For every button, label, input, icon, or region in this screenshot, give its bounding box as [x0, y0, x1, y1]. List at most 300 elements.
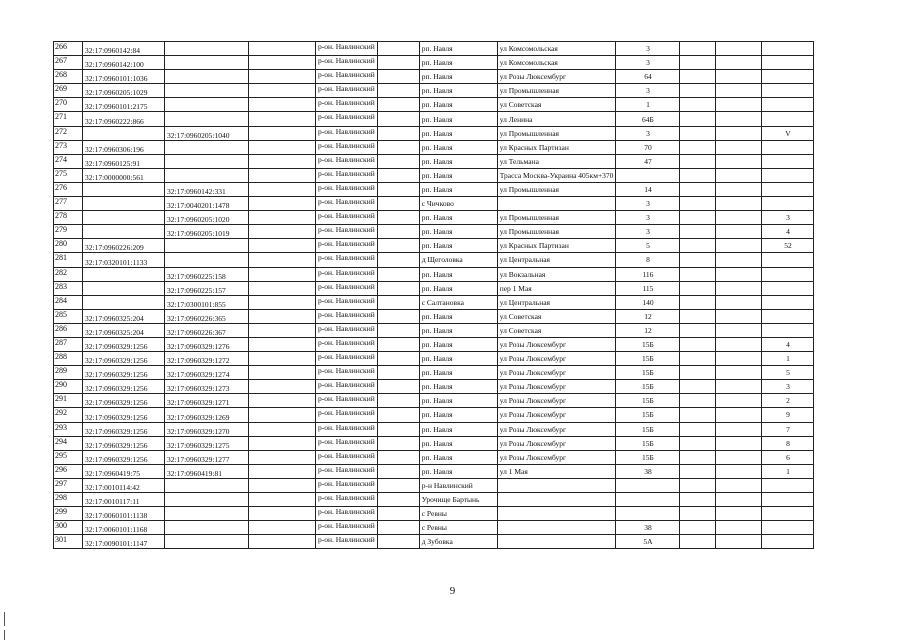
empty-cell — [377, 56, 419, 70]
empty-cell — [249, 408, 316, 422]
district-cell: р-он. Навлинский — [316, 422, 378, 436]
table-row — [54, 98, 814, 112]
cadastral-number: 32:17:0960325:204 — [83, 309, 165, 323]
empty-cell — [249, 197, 316, 211]
table-row — [54, 521, 814, 535]
apartment-number: 1 — [762, 464, 814, 478]
parent-cadastral-number: 32:17:0960205:1019 — [165, 225, 249, 239]
apartment-number — [762, 112, 814, 126]
empty-cell — [716, 323, 762, 337]
locality-cell: Урочище Бартынь — [419, 493, 497, 507]
empty-cell — [716, 478, 762, 492]
row-number: 269 — [54, 84, 83, 98]
locality-cell: рп. Навля — [419, 366, 497, 380]
empty-cell — [680, 436, 716, 450]
empty-cell — [377, 98, 419, 112]
parent-cadastral-number: 32:17:0960225:158 — [165, 267, 249, 281]
street-cell: Трасса Москва-Украина 405км+370 — [497, 168, 616, 182]
street-cell: ул Советская — [497, 323, 616, 337]
empty-cell — [716, 295, 762, 309]
row-number: 279 — [54, 225, 83, 239]
empty-cell — [377, 352, 419, 366]
street-cell: ул Тельмана — [497, 154, 616, 168]
house-number: 15Б — [616, 408, 680, 422]
empty-cell — [249, 535, 316, 549]
empty-cell — [680, 380, 716, 394]
row-number: 285 — [54, 309, 83, 323]
district-cell: р-он. Навлинский — [316, 70, 378, 84]
house-number: 116 — [616, 267, 680, 281]
district-cell: р-он. Навлинский — [316, 154, 378, 168]
street-cell: ул Центральная — [497, 295, 616, 309]
empty-cell — [377, 493, 419, 507]
house-number — [616, 493, 680, 507]
table-row — [54, 380, 814, 394]
empty-cell — [716, 366, 762, 380]
parent-cadastral-number — [165, 70, 249, 84]
house-number: 15Б — [616, 422, 680, 436]
empty-cell — [716, 140, 762, 154]
empty-cell — [680, 295, 716, 309]
row-number: 296 — [54, 464, 83, 478]
street-cell: ул Розы Люксембург — [497, 436, 616, 450]
house-number: 12 — [616, 309, 680, 323]
table-row — [54, 493, 814, 507]
cadastral-number: 32:17:0090101:1147 — [83, 535, 165, 549]
table-row — [54, 154, 814, 168]
table-row — [54, 323, 814, 337]
apartment-number — [762, 478, 814, 492]
cadastral-number: 32:17:0010117:11 — [83, 493, 165, 507]
empty-cell — [377, 295, 419, 309]
cadastral-number — [83, 267, 165, 281]
empty-cell — [716, 253, 762, 267]
house-number: 15Б — [616, 380, 680, 394]
district-cell: р-он. Навлинский — [316, 436, 378, 450]
empty-cell — [249, 493, 316, 507]
house-number: 47 — [616, 154, 680, 168]
apartment-number — [762, 507, 814, 521]
parent-cadastral-number — [165, 521, 249, 535]
cadastral-number: 32:17:0960329:1256 — [83, 436, 165, 450]
street-cell: ул Розы Люксембург — [497, 352, 616, 366]
parent-cadastral-number: 32:17:0960419:81 — [165, 464, 249, 478]
locality-cell: рп. Навля — [419, 239, 497, 253]
parent-cadastral-number: 32:17:0960329:1270 — [165, 422, 249, 436]
table-row — [54, 126, 814, 140]
row-number: 273 — [54, 140, 83, 154]
empty-cell — [716, 422, 762, 436]
house-number: 3 — [616, 56, 680, 70]
empty-cell — [377, 126, 419, 140]
street-cell: ул Вокзальная — [497, 267, 616, 281]
empty-cell — [249, 337, 316, 351]
scan-edge-mark — [4, 612, 5, 626]
apartment-number — [762, 154, 814, 168]
empty-cell — [680, 281, 716, 295]
parent-cadastral-number: 32:17:0960329:1277 — [165, 450, 249, 464]
street-cell: ул Розы Люксембург — [497, 408, 616, 422]
cadastral-number: 32:17:0960222:866 — [83, 112, 165, 126]
empty-cell — [249, 366, 316, 380]
house-number: 3 — [616, 211, 680, 225]
parent-cadastral-number: 32:17:0040201:1478 — [165, 197, 249, 211]
cadastral-number — [83, 225, 165, 239]
table-row — [54, 70, 814, 84]
table-row — [54, 281, 814, 295]
street-cell: ул Розы Люксембург — [497, 394, 616, 408]
empty-cell — [377, 408, 419, 422]
row-number: 298 — [54, 493, 83, 507]
street-cell: ул Комсомольская — [497, 42, 616, 56]
empty-cell — [680, 408, 716, 422]
empty-cell — [680, 154, 716, 168]
empty-cell — [377, 323, 419, 337]
empty-cell — [249, 84, 316, 98]
street-cell: ул Промышленная — [497, 84, 616, 98]
district-cell: р-он. Навлинский — [316, 267, 378, 281]
table-row — [54, 267, 814, 281]
district-cell: р-он. Навлинский — [316, 366, 378, 380]
empty-cell — [249, 140, 316, 154]
empty-cell — [249, 182, 316, 196]
parent-cadastral-number — [165, 253, 249, 267]
table-row — [54, 225, 814, 239]
row-number: 282 — [54, 267, 83, 281]
row-number: 300 — [54, 521, 83, 535]
parent-cadastral-number: 32:17:0960329:1269 — [165, 408, 249, 422]
row-number: 291 — [54, 394, 83, 408]
cadastral-number — [83, 295, 165, 309]
row-number: 295 — [54, 450, 83, 464]
locality-cell: д Щеголовка — [419, 253, 497, 267]
district-cell: р-он. Навлинский — [316, 140, 378, 154]
cadastral-number: 32:17:0960325:204 — [83, 323, 165, 337]
apartment-number — [762, 56, 814, 70]
row-number: 277 — [54, 197, 83, 211]
district-cell: р-он. Навлинский — [316, 112, 378, 126]
district-cell: р-он. Навлинский — [316, 309, 378, 323]
parent-cadastral-number: 32:17:0960225:157 — [165, 281, 249, 295]
empty-cell — [377, 337, 419, 351]
locality-cell: р-н Навлинский — [419, 478, 497, 492]
locality-cell: рп. Навля — [419, 70, 497, 84]
empty-cell — [377, 464, 419, 478]
empty-cell — [377, 182, 419, 196]
locality-cell: рп. Навля — [419, 42, 497, 56]
district-cell: р-он. Навлинский — [316, 295, 378, 309]
table-row — [54, 140, 814, 154]
cadastral-number — [83, 211, 165, 225]
cadastral-number — [83, 197, 165, 211]
parent-cadastral-number: 32:17:0960226:367 — [165, 323, 249, 337]
locality-cell: рп. Навля — [419, 267, 497, 281]
row-number: 287 — [54, 337, 83, 351]
table-row — [54, 197, 814, 211]
row-number: 294 — [54, 436, 83, 450]
table-row — [54, 436, 814, 450]
empty-cell — [716, 70, 762, 84]
empty-cell — [716, 56, 762, 70]
empty-cell — [716, 380, 762, 394]
house-number: 15Б — [616, 366, 680, 380]
apartment-number: V — [762, 126, 814, 140]
empty-cell — [680, 42, 716, 56]
parent-cadastral-number — [165, 168, 249, 182]
house-number: 15Б — [616, 394, 680, 408]
empty-cell — [716, 436, 762, 450]
empty-cell — [249, 168, 316, 182]
empty-cell — [680, 394, 716, 408]
empty-cell — [377, 42, 419, 56]
empty-cell — [249, 70, 316, 84]
apartment-number — [762, 140, 814, 154]
house-number: 15Б — [616, 337, 680, 351]
empty-cell — [680, 478, 716, 492]
apartment-number: 8 — [762, 436, 814, 450]
apartment-number: 4 — [762, 225, 814, 239]
table-row — [54, 366, 814, 380]
cadastral-number: 32:17:0960329:1256 — [83, 422, 165, 436]
cadastral-number: 32:17:0960101:2175 — [83, 98, 165, 112]
empty-cell — [680, 535, 716, 549]
apartment-number — [762, 521, 814, 535]
empty-cell — [716, 464, 762, 478]
table-row — [54, 450, 814, 464]
street-cell: ул Советская — [497, 309, 616, 323]
street-cell: ул Розы Люксембург — [497, 70, 616, 84]
locality-cell: с Ревны — [419, 507, 497, 521]
street-cell: ул Промышленная — [497, 126, 616, 140]
apartment-number — [762, 197, 814, 211]
empty-cell — [680, 70, 716, 84]
table-row — [54, 337, 814, 351]
empty-cell — [716, 394, 762, 408]
street-cell: ул Промышленная — [497, 211, 616, 225]
empty-cell — [377, 507, 419, 521]
empty-cell — [716, 197, 762, 211]
empty-cell — [716, 84, 762, 98]
empty-cell — [680, 112, 716, 126]
cadastral-number — [83, 281, 165, 295]
locality-cell: с Салтановка — [419, 295, 497, 309]
district-cell: р-он. Навлинский — [316, 323, 378, 337]
apartment-number — [762, 98, 814, 112]
empty-cell — [716, 535, 762, 549]
cadastral-number: 32:17:0060101:1138 — [83, 507, 165, 521]
empty-cell — [377, 140, 419, 154]
cadastral-number: 32:17:0000000:561 — [83, 168, 165, 182]
row-number: 283 — [54, 281, 83, 295]
table-row — [54, 507, 814, 521]
empty-cell — [680, 366, 716, 380]
house-number: 14 — [616, 182, 680, 196]
street-cell: ул Розы Люксембург — [497, 380, 616, 394]
apartment-number: 6 — [762, 450, 814, 464]
cadastral-number: 32:17:0960419:75 — [83, 464, 165, 478]
empty-cell — [249, 239, 316, 253]
apartment-number: 7 — [762, 422, 814, 436]
row-number: 289 — [54, 366, 83, 380]
locality-cell: рп. Навля — [419, 422, 497, 436]
empty-cell — [249, 225, 316, 239]
house-number: 38 — [616, 464, 680, 478]
district-cell: р-он. Навлинский — [316, 521, 378, 535]
apartment-number: 4 — [762, 337, 814, 351]
parent-cadastral-number: 32:17:0960329:1274 — [165, 366, 249, 380]
district-cell: р-он. Навлинский — [316, 281, 378, 295]
apartment-number — [762, 253, 814, 267]
locality-cell: рп. Навля — [419, 56, 497, 70]
street-cell: пер 1 Мая — [497, 281, 616, 295]
locality-cell: д Зубовка — [419, 535, 497, 549]
house-number: 70 — [616, 140, 680, 154]
house-number: 64 — [616, 70, 680, 84]
row-number: 292 — [54, 408, 83, 422]
cadastral-number: 32:17:0960226:209 — [83, 239, 165, 253]
apartment-number — [762, 493, 814, 507]
empty-cell — [716, 42, 762, 56]
street-cell: ул Советская — [497, 98, 616, 112]
empty-cell — [716, 182, 762, 196]
parent-cadastral-number: 32:17:0960226:365 — [165, 309, 249, 323]
house-number: 64Б — [616, 112, 680, 126]
empty-cell — [377, 478, 419, 492]
empty-cell — [377, 70, 419, 84]
table-row — [54, 295, 814, 309]
empty-cell — [249, 521, 316, 535]
district-cell: р-он. Навлинский — [316, 408, 378, 422]
empty-cell — [377, 267, 419, 281]
row-number: 272 — [54, 126, 83, 140]
district-cell: р-он. Навлинский — [316, 84, 378, 98]
empty-cell — [716, 450, 762, 464]
locality-cell: рп. Навля — [419, 323, 497, 337]
street-cell — [497, 197, 616, 211]
district-cell: р-он. Навлинский — [316, 211, 378, 225]
apartment-number: 52 — [762, 239, 814, 253]
empty-cell — [716, 154, 762, 168]
house-number: 15Б — [616, 450, 680, 464]
cadastral-number: 32:17:0960101:1036 — [83, 70, 165, 84]
street-cell: ул Розы Люксембург — [497, 422, 616, 436]
apartment-number: 9 — [762, 408, 814, 422]
district-cell: р-он. Навлинский — [316, 352, 378, 366]
empty-cell — [716, 225, 762, 239]
row-number: 293 — [54, 422, 83, 436]
apartment-number: 3 — [762, 211, 814, 225]
apartment-number: 5 — [762, 366, 814, 380]
house-number: 3 — [616, 126, 680, 140]
empty-cell — [249, 112, 316, 126]
locality-cell: рп. Навля — [419, 380, 497, 394]
row-number: 288 — [54, 352, 83, 366]
locality-cell: рп. Навля — [419, 281, 497, 295]
apartment-number — [762, 323, 814, 337]
empty-cell — [716, 239, 762, 253]
empty-cell — [716, 281, 762, 295]
apartment-number: 3 — [762, 380, 814, 394]
apartment-number — [762, 281, 814, 295]
house-number: 12 — [616, 323, 680, 337]
empty-cell — [377, 239, 419, 253]
parent-cadastral-number — [165, 98, 249, 112]
district-cell: р-он. Навлинский — [316, 239, 378, 253]
district-cell: р-он. Навлинский — [316, 197, 378, 211]
district-cell: р-он. Навлинский — [316, 535, 378, 549]
empty-cell — [249, 211, 316, 225]
street-cell: ул Комсомольская — [497, 56, 616, 70]
house-number: 3 — [616, 197, 680, 211]
parent-cadastral-number — [165, 507, 249, 521]
street-cell — [497, 535, 616, 549]
table-row — [54, 253, 814, 267]
cadastral-number: 32:17:0960329:1256 — [83, 366, 165, 380]
empty-cell — [716, 168, 762, 182]
table-row — [54, 56, 814, 70]
empty-cell — [377, 211, 419, 225]
district-cell: р-он. Навлинский — [316, 464, 378, 478]
empty-cell — [249, 436, 316, 450]
empty-cell — [716, 309, 762, 323]
cadastral-number: 32:17:0960125:91 — [83, 154, 165, 168]
table-row — [54, 112, 814, 126]
parent-cadastral-number — [165, 112, 249, 126]
empty-cell — [680, 98, 716, 112]
row-number: 275 — [54, 168, 83, 182]
table-row — [54, 352, 814, 366]
row-number: 268 — [54, 70, 83, 84]
empty-cell — [249, 154, 316, 168]
house-number: 140 — [616, 295, 680, 309]
empty-cell — [716, 521, 762, 535]
parent-cadastral-number — [165, 493, 249, 507]
empty-cell — [716, 211, 762, 225]
locality-cell: рп. Навля — [419, 84, 497, 98]
parent-cadastral-number — [165, 239, 249, 253]
parent-cadastral-number: 32:17:0960205:1040 — [165, 126, 249, 140]
empty-cell — [249, 422, 316, 436]
street-cell: ул Красных Партизан — [497, 140, 616, 154]
house-number: 5А — [616, 535, 680, 549]
cadastral-number: 32:17:0960329:1256 — [83, 337, 165, 351]
cadastral-number: 32:17:0960205:1029 — [83, 84, 165, 98]
table-row — [54, 239, 814, 253]
row-number: 301 — [54, 535, 83, 549]
row-number: 286 — [54, 323, 83, 337]
apartment-number — [762, 42, 814, 56]
apartment-number — [762, 309, 814, 323]
house-number — [616, 507, 680, 521]
empty-cell — [377, 225, 419, 239]
cadastral-number: 32:17:0060101:1168 — [83, 521, 165, 535]
apartment-number — [762, 535, 814, 549]
parent-cadastral-number: 32:17:0960329:1276 — [165, 337, 249, 351]
apartment-number: 2 — [762, 394, 814, 408]
empty-cell — [377, 197, 419, 211]
locality-cell: рп. Навля — [419, 337, 497, 351]
cadastral-number: 32:17:0960142:84 — [83, 42, 165, 56]
district-cell: р-он. Навлинский — [316, 182, 378, 196]
empty-cell — [680, 84, 716, 98]
empty-cell — [377, 309, 419, 323]
street-cell: ул Ленина — [497, 112, 616, 126]
table-row — [54, 478, 814, 492]
row-number: 297 — [54, 478, 83, 492]
parent-cadastral-number: 32:17:0960205:1020 — [165, 211, 249, 225]
empty-cell — [716, 112, 762, 126]
street-cell — [497, 493, 616, 507]
